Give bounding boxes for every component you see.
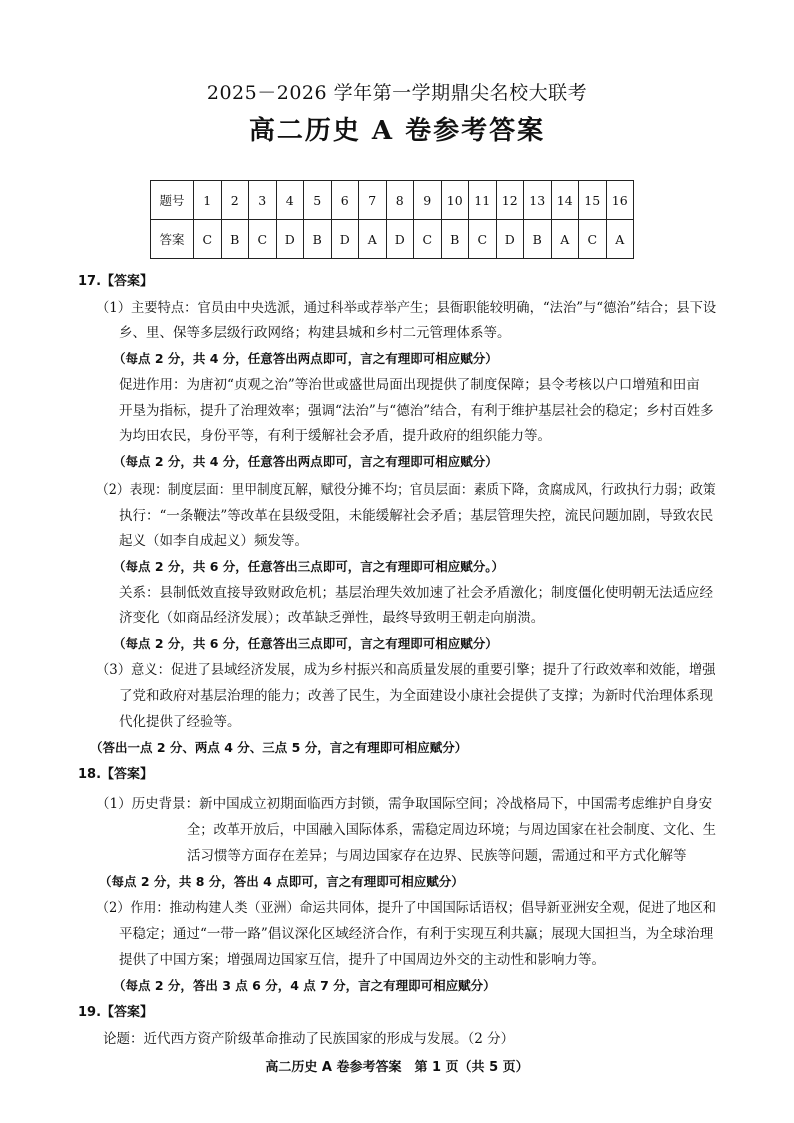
q19-thesis: 论题：近代西方资产阶级革命推动了民族国家的形成与发展。（2 分） bbox=[103, 1031, 515, 1047]
q17-part3-line: （3）意义：促进了县域经济发展，成为乡村振兴和高质量发展的重要引擎；提升了行政效率和效能，增强 bbox=[96, 662, 716, 678]
question-number: 13 bbox=[524, 181, 552, 220]
q18-part2-line: 平稳定；通过“一带一路”倡议深化区域经济合作，有利于实现互利共赢；展现大国担当，为全球治理 bbox=[119, 926, 714, 942]
q17-part1-line: 乡、里、保等多层级行政网络；构建县城和乡村二元管理体系等。 bbox=[119, 325, 511, 341]
question-number: 8 bbox=[386, 181, 414, 220]
answer-cell: D bbox=[496, 220, 524, 259]
q17-part3-scoring: （答出一点 2 分、两点 4 分、三点 5 分，言之有理即可相应赋分） bbox=[90, 740, 468, 755]
question-number: 16 bbox=[606, 181, 634, 220]
answer-cell: C bbox=[249, 220, 277, 259]
q17-part1b-scoring: （每点 2 分，共 4 分，任意答出两点即可，言之有理即可相应赋分） bbox=[113, 454, 498, 469]
answer-row bbox=[151, 220, 634, 259]
answer-cell: D bbox=[276, 220, 304, 259]
q17-part3-line: 了党和政府对基层治理的能力；改善了民生，为全面建设小康社会提供了支撑；为新时代治理体系现 bbox=[119, 688, 713, 704]
answer-cell: B bbox=[221, 220, 249, 259]
q17-heading: 17.【答案】 bbox=[78, 274, 154, 289]
answer-cell: D bbox=[331, 220, 359, 259]
q17-part2b-line: 济变化（如商品经济发展）；改革缺乏弹性，最终导致明王朝走向崩溃。 bbox=[119, 610, 545, 626]
q17-part1b-line: 为均田农民，身份平等，有利于缓解社会矛盾，提升政府的组织能力等。 bbox=[119, 428, 551, 444]
question-number: 5 bbox=[304, 181, 332, 220]
q18-heading: 18.【答案】 bbox=[78, 767, 154, 782]
question-number: 2 bbox=[221, 181, 249, 220]
document-title: 高二历史 A 卷参考答案 bbox=[248, 116, 546, 146]
q17-part3-line: 代化提供了经验等。 bbox=[119, 714, 241, 730]
question-number: 11 bbox=[469, 181, 497, 220]
q17-part2-line: （2）表现：制度层面：里甲制度瓦解，赋役分摊不均；官员层面：素质下降，贪腐成风，行政执行力弱；政策 bbox=[96, 482, 716, 498]
q17-part2-scoring: （每点 2 分，共 6 分，任意答出三点即可，言之有理即可相应赋分。） bbox=[113, 559, 505, 574]
question-number: 6 bbox=[331, 181, 359, 220]
page-footer: 高二历史 A 卷参考答案 第 1 页（共 5 页） bbox=[265, 1060, 529, 1075]
question-number: 7 bbox=[359, 181, 387, 220]
q18-part2-line: 提供了中国方案；增强周边国家互信，提升了中国周边外交的主动性和影响力等。 bbox=[119, 952, 605, 968]
question-number: 15 bbox=[579, 181, 607, 220]
question-number: 12 bbox=[496, 181, 524, 220]
answer-cell: C bbox=[469, 220, 497, 259]
answer-cell: C bbox=[579, 220, 607, 259]
row-label-number: 题号 bbox=[151, 181, 194, 220]
question-number: 14 bbox=[551, 181, 579, 220]
q18-part1-scoring: （每点 2 分，共 8 分，答出 4 点即可，言之有理即可相应赋分） bbox=[99, 874, 464, 889]
q18-part1-line: 全；改革开放后，中国融入国际体系，需稳定周边环境；与周边国家在社会制度、文化、生 bbox=[187, 822, 716, 838]
q17-part2-line: 起义（如李自成起义）频发等。 bbox=[119, 533, 308, 549]
number-row bbox=[151, 181, 634, 220]
q17-part1-line: （1）主要特点：官员由中央选派，通过科举或荐举产生；县衙职能较明确，“法治”与“德治”结合；县下设 bbox=[96, 300, 717, 316]
q18-part1-line: （1）历史背景：新中国成立初期面临西方封锁，需争取国际空间；冷战格局下，中国需考虑维护自身安 bbox=[96, 796, 713, 812]
question-number: 4 bbox=[276, 181, 304, 220]
answer-cell: C bbox=[414, 220, 442, 259]
answer-cell: A bbox=[551, 220, 579, 259]
q17-part1b-line: 促进作用：为唐初“贞观之治”等治世或盛世局面出现提供了制度保障；县令考核以户口增殖和田亩 bbox=[119, 377, 700, 393]
answer-cell: D bbox=[386, 220, 414, 259]
q18-part2-scoring: （每点 2 分，答出 3 点 6 分，4 点 7 分，言之有理即可相应赋分） bbox=[113, 978, 496, 993]
question-number: 1 bbox=[194, 181, 222, 220]
row-label-answer: 答案 bbox=[151, 220, 194, 259]
answer-cell: B bbox=[441, 220, 469, 259]
q18-part2-line: （2）作用：推动构建人类（亚洲）命运共同体，提升了中国国际话语权；倡导新亚洲安全观，促进了地区和 bbox=[96, 900, 717, 916]
q17-part2-line: 执行：“一条鞭法”等改革在县级受阻，未能缓解社会矛盾；基层管理失控，流民问题加剧，导致农民 bbox=[119, 508, 714, 524]
q17-part2b-scoring: （每点 2 分，共 6 分，任意答出三点即可，言之有理即可相应赋分） bbox=[113, 636, 498, 651]
q19-heading: 19.【答案】 bbox=[78, 1005, 154, 1020]
answer-cell: A bbox=[606, 220, 634, 259]
question-number: 10 bbox=[441, 181, 469, 220]
q17-part1-scoring: （每点 2 分，共 4 分，任意答出两点即可，言之有理即可相应赋分） bbox=[113, 351, 498, 366]
answer-cell: A bbox=[359, 220, 387, 259]
q18-part1-line: 活习惯等方面存在差异；与周边国家存在边界、民族等问题，需通过和平方式化解等 bbox=[187, 848, 687, 864]
answer-cell: B bbox=[524, 220, 552, 259]
answer-cell: B bbox=[304, 220, 332, 259]
answer-cell: C bbox=[194, 220, 222, 259]
q17-part2b-line: 关系：县制低效直接导致财政危机；基层治理失效加速了社会矛盾激化；制度僵化使明朝无法适应经 bbox=[119, 585, 713, 601]
question-number: 3 bbox=[249, 181, 277, 220]
q17-part1b-line: 开垦为指标，提升了治理效率；强调“法治”与“德治”结合，有利于维护基层社会的稳定；乡村百姓多 bbox=[119, 403, 714, 419]
answer-table bbox=[150, 180, 634, 259]
question-number: 9 bbox=[414, 181, 442, 220]
exam-title: 2025－2026 学年第一学期鼎尖名校大联考 bbox=[206, 82, 588, 104]
